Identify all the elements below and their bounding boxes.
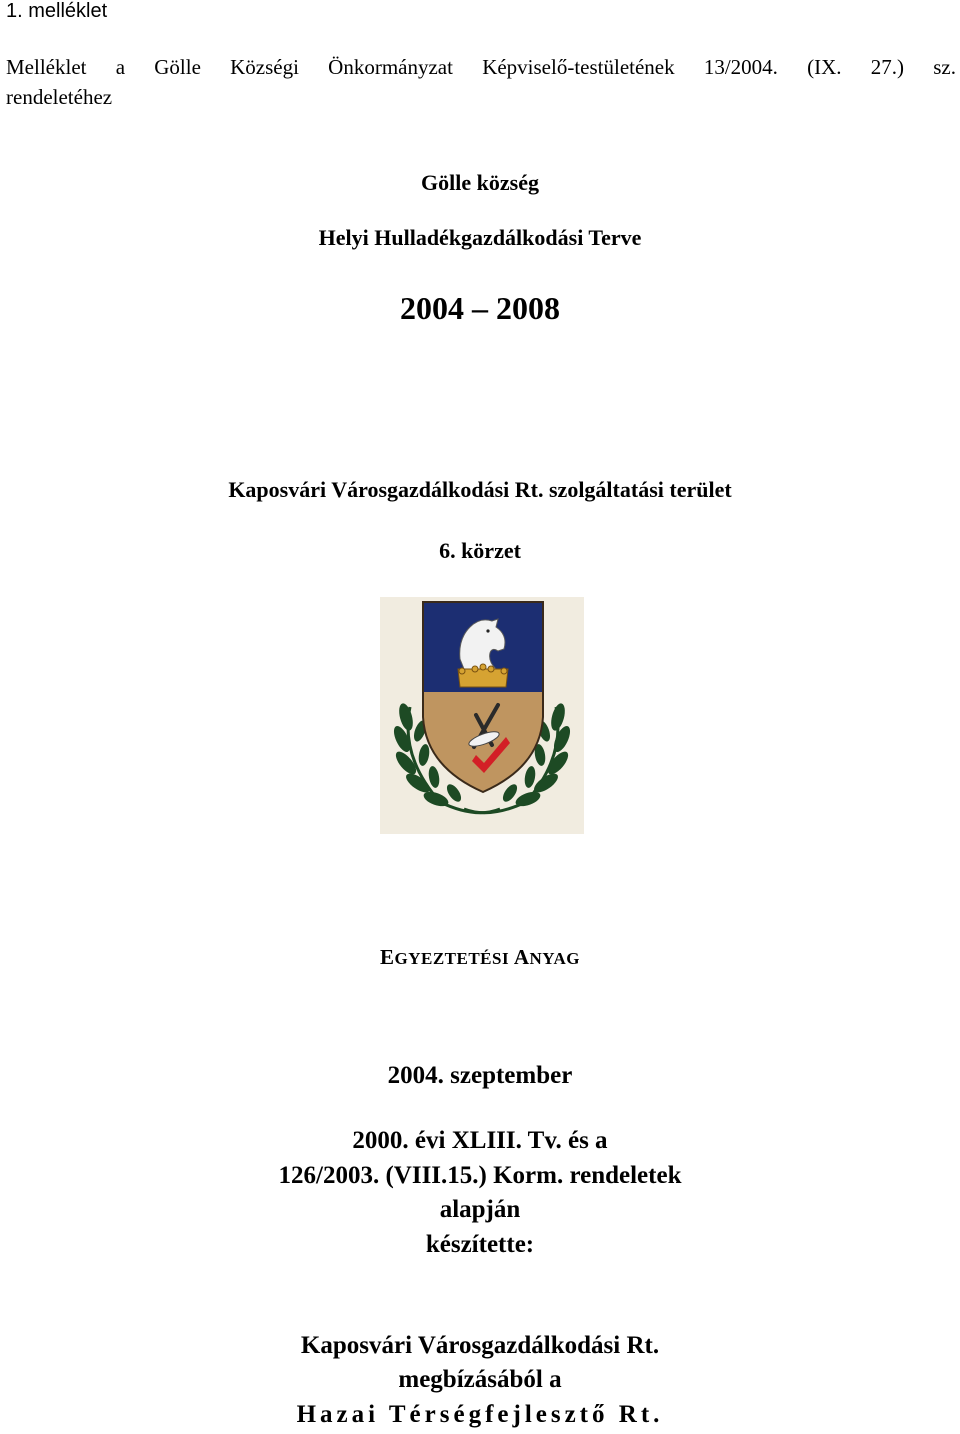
annex-desc-word: 27.)	[870, 55, 905, 79]
annex-desc-word: (IX.	[807, 55, 842, 79]
annex-label: 1. melléklet	[6, 0, 108, 22]
legal-basis-line-3: alapján	[439, 1196, 521, 1223]
contractor-name: Hazai Térségfejlesztő Rt.	[296, 1401, 664, 1428]
annex-desc-word: Képviselő-testületének	[482, 55, 675, 79]
mandator-name: Kaposvári Városgazdálkodási Rt.	[300, 1332, 660, 1359]
annex-desc-word: Önkormányzat	[328, 55, 453, 79]
municipality-name: Gölle község	[421, 170, 539, 195]
draft-label: EGYEZTETÉSI ANYAG	[379, 945, 581, 969]
annex-desc-word: Gölle	[154, 55, 201, 79]
legal-basis-line-1: 2000. évi XLIII. Tv. és a	[352, 1127, 608, 1154]
legal-basis-line-2: 126/2003. (VIII.15.) Korm. rendeletek	[278, 1162, 682, 1189]
plan-title: Helyi Hulladékgazdálkodási Terve	[318, 225, 642, 250]
annex-desc-word: sz.	[933, 55, 956, 79]
annex-desc-word: a	[115, 55, 126, 79]
annex-desc-word: Melléklet	[6, 55, 87, 79]
plan-years: 2004 – 2008	[400, 290, 560, 326]
coat-of-arms-image	[380, 597, 584, 834]
prepared-by-label: készítette:	[425, 1231, 535, 1258]
document-date: 2004. szeptember	[387, 1062, 573, 1089]
service-area: Kaposvári Városgazdálkodási Rt. szolgáltatási terület	[228, 477, 732, 502]
district: 6. körzet	[439, 538, 521, 563]
annex-description-line-1	[6, 55, 956, 80]
mandate-phrase: megbízásából a	[398, 1366, 562, 1393]
annex-desc-word: 13/2004.	[703, 55, 778, 79]
annex-desc-word: Községi	[230, 55, 299, 79]
annex-description-line-2: rendeletéhez	[6, 85, 113, 109]
